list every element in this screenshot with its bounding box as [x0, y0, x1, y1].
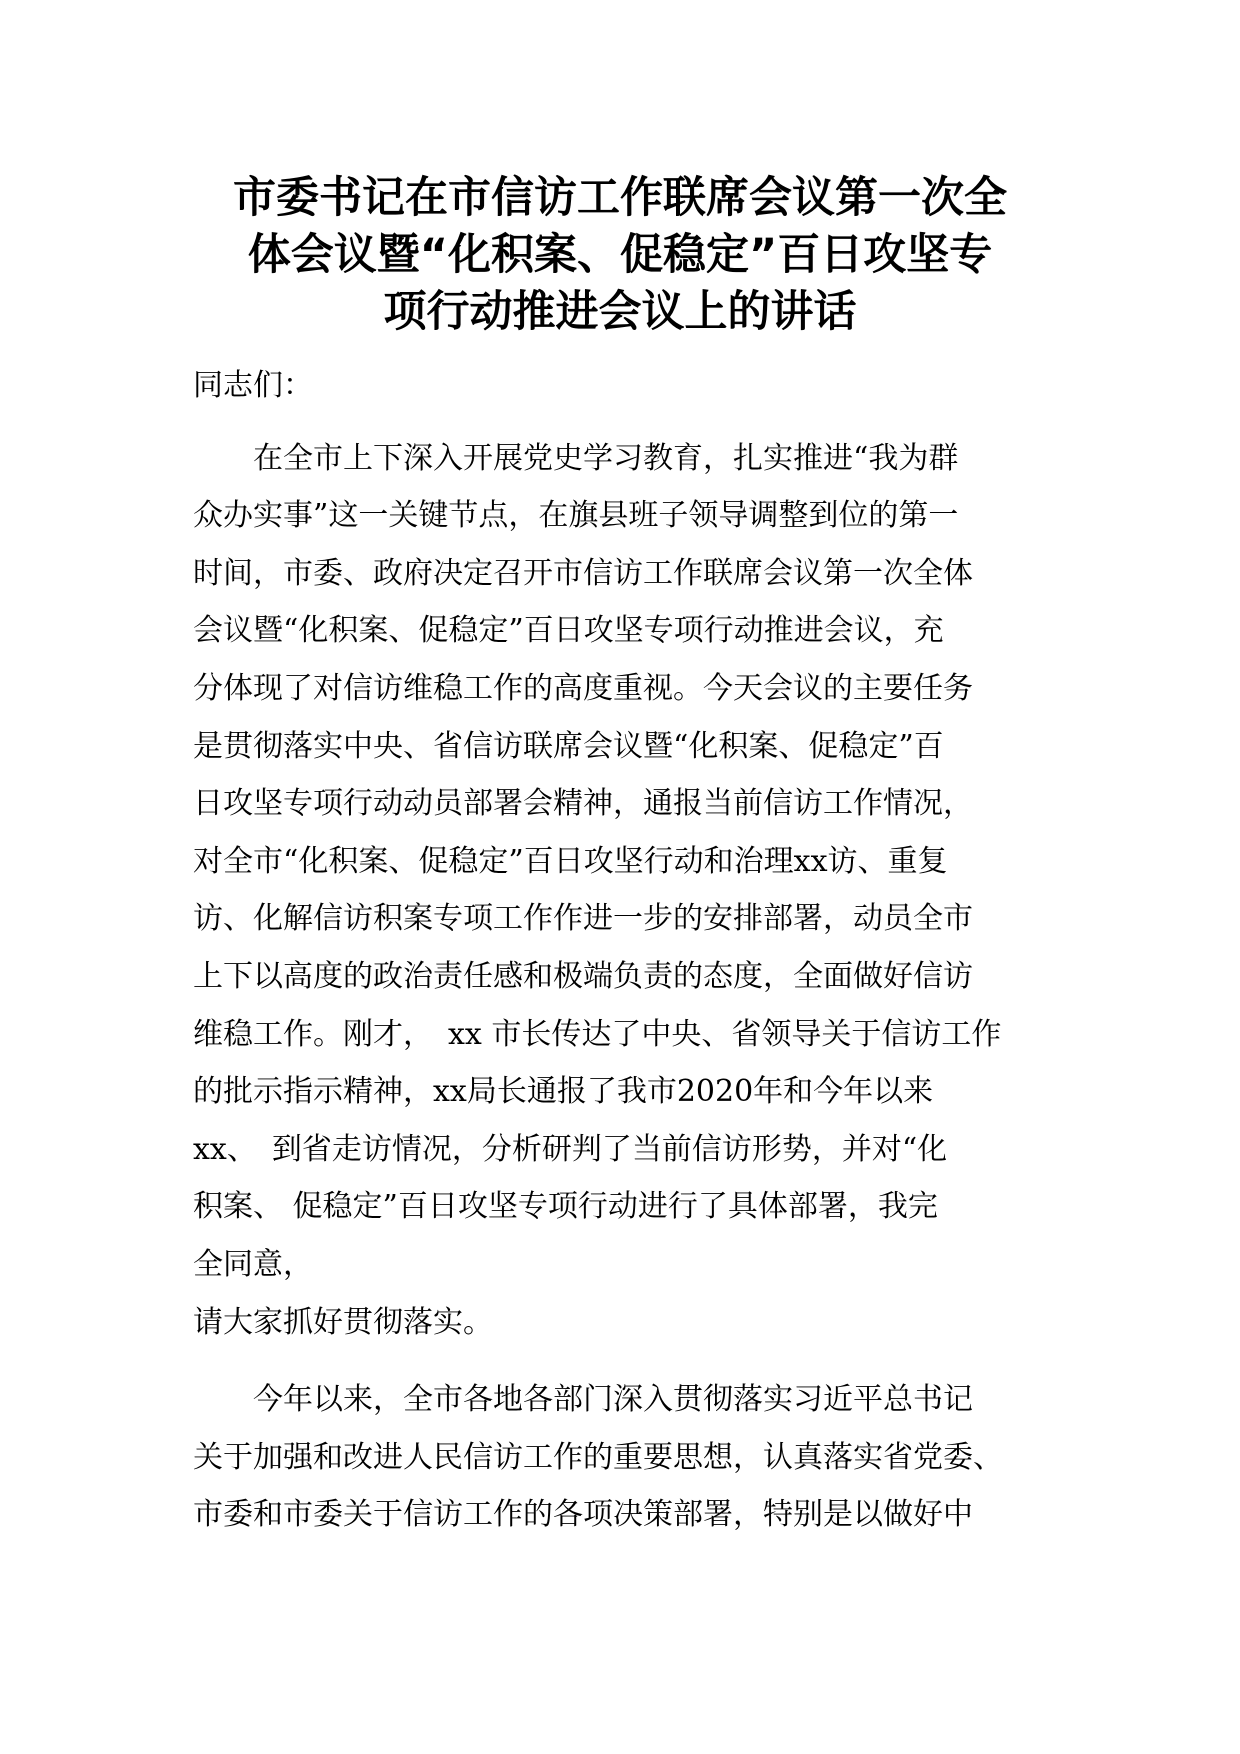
text-line: 全同意， — [193, 1246, 313, 1282]
text-line: 的批示指示精神，xx局长通报了我市2020年和今年以来 — [193, 1074, 934, 1110]
title-line: 体会议暨“化积案、促稳定”百日攻坚专 — [247, 230, 993, 280]
text-line: 会议暨“化积案、促稳定”百日攻坚专项行动推进会议，充 — [193, 613, 944, 649]
text-line: 积案、 促稳定”百日攻坚专项行动进行了具体部署，我完 — [193, 1189, 938, 1225]
paragraph-2 — [193, 1371, 1073, 1544]
title-line: 项行动推进会议上的讲话 — [383, 287, 857, 337]
text-line: 日攻坚专项行动动员部署会精神，通报当前信访工作情况， — [193, 786, 973, 822]
text-line: 分体现了对信访维稳工作的高度重视。今天会议的主要任务 — [193, 670, 973, 706]
title-line: 市委书记在市信访工作联席会议第一次全 — [233, 173, 1007, 223]
text-line: 维稳工作。刚才， xx 市长传达了中央、省领导关于信访工作 — [193, 1016, 1002, 1052]
text-line: 众办实事”这一关键节点，在旗县班子领导调整到位的第一 — [193, 498, 959, 534]
text-line: 在全市上下深入开展党史学习教育，扎实推进“我为群 — [193, 440, 959, 476]
text-line: xx、 到省走访情况，分析研判了当前信访形势，并对“化 — [193, 1131, 948, 1167]
text-line: 访、化解信访积案专项工作作进一步的安排部署，动员全市 — [193, 901, 973, 937]
text-line: 对全市“化积案、促稳定”百日攻坚行动和治理xx访、重复 — [193, 843, 948, 879]
text-line: 上下以高度的政治责任感和极端负责的态度，全面做好信访 — [193, 958, 973, 994]
text-line: 今年以来，全市各地各部门深入贯彻落实习近平总书记 — [193, 1382, 973, 1418]
text-line: 是贯彻落实中央、省信访联席会议暨“化积案、促稳定”百 — [193, 728, 944, 764]
salutation: 同志们： — [193, 368, 313, 403]
text-line: 市委和市委关于信访工作的各项决策部署，特别是以做好中 — [193, 1497, 973, 1533]
document-body — [193, 357, 1073, 1544]
text-line: 关于加强和改进人民信访工作的重要思想，认真落实省党委、 — [193, 1439, 1003, 1475]
text-line: 时间，市委、政府决定召开市信访工作联席会议第一次全体 — [193, 555, 973, 591]
document-title — [160, 170, 1080, 341]
paragraph-1 — [193, 430, 1073, 1352]
text-line: 请大家抓好贯彻落实。 — [193, 1304, 493, 1340]
